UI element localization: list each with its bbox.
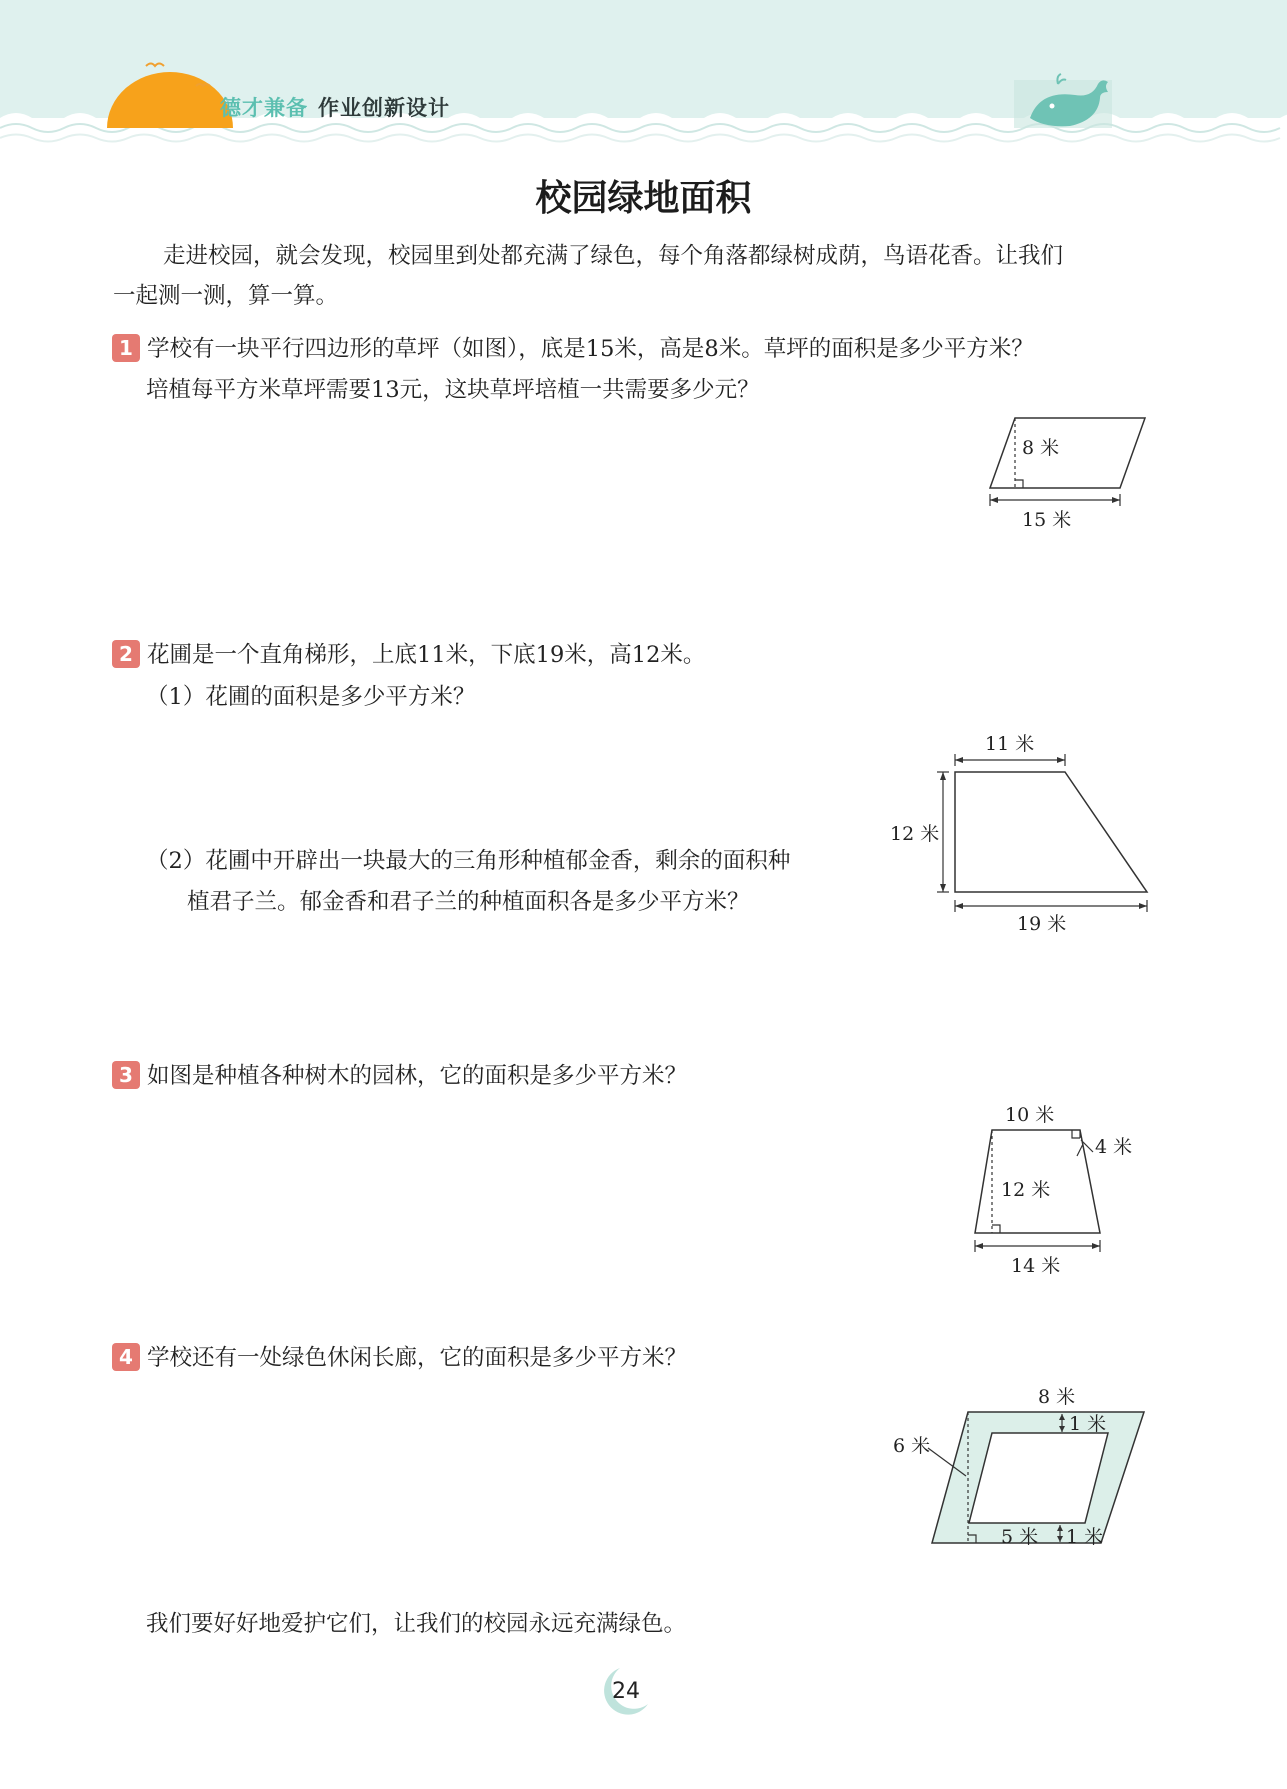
height-label: 12 米	[1001, 1179, 1051, 1201]
height-label: 6 米	[893, 1435, 931, 1457]
brand-title	[220, 92, 450, 122]
bottom-base-label: 19 米	[1017, 913, 1067, 935]
closing-text: 我们要好好地爱护它们，让我们的校园永远充满绿色。	[146, 1611, 687, 1637]
base-label: 15 米	[1022, 509, 1072, 531]
page-header	[0, 0, 1287, 150]
inner-parallelogram	[969, 1433, 1108, 1523]
question-1-line-2: 培植每平方米草坪需要13元，这块草坪培植一共需要多少元？	[146, 377, 760, 403]
question-4-line-1: 学校还有一处绿色休闲长廊，它的面积是多少平方米？	[147, 1345, 688, 1371]
page-number: 24	[612, 1679, 640, 1704]
top-base-label: 10 米	[1005, 1104, 1055, 1126]
corridor-figure	[888, 1380, 1150, 1550]
height-label: 12 米	[890, 823, 940, 845]
intro-line-1: 走进校园，就会发现，校园里到处都充满了绿色，每个角落都绿树成荫，鸟语花香。让我们	[163, 243, 1064, 269]
whale-icon	[1014, 74, 1112, 128]
side-label: 4 米	[1095, 1136, 1133, 1158]
header-wave-banner	[0, 0, 1287, 150]
right-trapezoid-figure	[885, 726, 1155, 938]
top-base-label: 8 米	[1038, 1386, 1076, 1408]
intro-line-2: 一起测一测，算一算。	[113, 283, 339, 309]
question-3-line-1: 如图是种植各种树木的园林，它的面积是多少平方米？	[147, 1063, 688, 1089]
bottom-gap-label: 1 米	[1066, 1526, 1104, 1548]
question-number-2: 2	[112, 640, 140, 668]
question-2-sub-2-line-1: （2）花圃中开辟出一块最大的三角形种植郁金香，剩余的面积种	[146, 848, 791, 874]
question-2-sub-2-line-2: 植君子兰。郁金香和君子兰的种植面积各是多少平方米？	[187, 889, 750, 915]
trapezoid-shape	[955, 772, 1147, 892]
brand-name: 德才兼备	[220, 96, 308, 120]
page-title: 校园绿地面积	[535, 178, 752, 219]
top-gap-label: 1 米	[1069, 1413, 1107, 1435]
inner-base-label: 5 米	[1001, 1526, 1039, 1548]
garden-trapezoid-figure	[965, 1098, 1145, 1280]
parallelogram-figure	[980, 408, 1150, 536]
parallelogram-shape	[990, 418, 1145, 488]
question-number-4: 4	[112, 1343, 140, 1371]
question-2-sub-1: （1）花圃的面积是多少平方米？	[146, 684, 476, 710]
top-base-label: 11 米	[985, 733, 1035, 755]
height-label: 8 米	[1022, 437, 1060, 459]
question-1-line-1: 学校有一块平行四边形的草坪（如图），底是15米，高是8米。草坪的面积是多少平方米？	[147, 336, 1034, 362]
brand-series: 作业创新设计	[318, 96, 450, 120]
question-2-line-1: 花圃是一个直角梯形，上底11米，下底19米，高12米。	[147, 642, 706, 668]
bottom-base-label: 14 米	[1011, 1255, 1061, 1277]
question-number-3: 3	[112, 1061, 140, 1089]
question-number-1: 1	[112, 334, 140, 362]
